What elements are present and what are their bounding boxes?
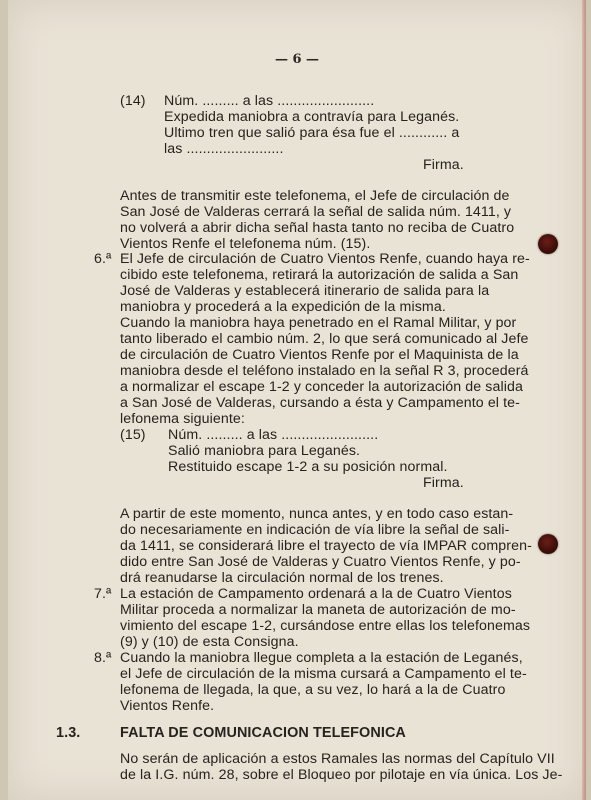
item-6-line: El Jefe de circulación de Cuatro Vientos Renfe, cuando haya re- bbox=[120, 251, 530, 267]
section-line: No serán de aplicación a estos Ramales las normas del Capítulo VII bbox=[120, 751, 555, 767]
paragraph-line: drá reanudarse la circulación normal de los trenes. bbox=[120, 570, 444, 586]
telefonema-14-line-3: Ultimo tren que salió para ésa fue el ............ a bbox=[164, 125, 460, 141]
telefonema-15-line-3: Restituido escape 1-2 a su posición normal. bbox=[168, 459, 448, 475]
item-6-line: a San José de Valderas, cursando a ésta y Campamento el te- bbox=[120, 395, 520, 411]
paragraph-line: da 1411, se considerará libre el trayecto de vía IMPAR compren- bbox=[120, 538, 532, 554]
item-8-label: 8.ª bbox=[94, 650, 112, 666]
telefonema-15-line-2: Salió maniobra para Leganés. bbox=[168, 443, 361, 459]
item-7-line: Militar proceda a normalizar la maneta de autorización de mo- bbox=[120, 602, 516, 618]
item-6-line: a normalizar el escape 1-2 y conceder la autorización de salida bbox=[120, 379, 523, 395]
paragraph-line: Antes de transmitir este telefonema, el Jefe de circulación de bbox=[120, 188, 510, 204]
telefonema-14-firma: Firma. bbox=[423, 157, 464, 173]
item-7-label: 7.ª bbox=[94, 586, 112, 602]
section-title: FALTA DE COMUNICACION TELEFONICA bbox=[120, 725, 406, 741]
telefonema-15-firma: Firma. bbox=[423, 475, 464, 491]
paragraph-line: Vientos Renfe el telefonema núm. (15). bbox=[120, 236, 371, 252]
item-8-line: Vientos Renfe. bbox=[120, 698, 215, 714]
page-number: — 6 — bbox=[274, 52, 320, 67]
telefonema-14-number: (14) bbox=[120, 93, 146, 109]
paragraph-line: no volverá a abrir dicha señal hasta tanto no reciba de Cuatro bbox=[120, 220, 515, 236]
telefonema-14-line-4: las ........................ bbox=[164, 141, 284, 157]
telefonema-15-number: (15) bbox=[120, 427, 146, 443]
section-number: 1.3. bbox=[56, 725, 81, 741]
item-6-line: José de Valderas y establecerá itinerario de salida para la bbox=[120, 283, 490, 299]
item-6-label: 6.ª bbox=[94, 251, 112, 267]
item-7-line: La estación de Campamento ordenará a la de Cuatro Vientos bbox=[120, 586, 512, 602]
item-8-line: Cuando la maniobra llegue completa a la estación de Leganés, bbox=[120, 650, 523, 666]
paragraph-line: do necesariamente en indicación de vía libre la señal de sali- bbox=[120, 522, 510, 538]
paragraph-line: San José de Valderas cerrará la señal de salida núm. 1411, y bbox=[120, 204, 512, 220]
item-8-line: el Jefe de circulación de la misma cursará a Campamento el te- bbox=[120, 666, 527, 682]
section-line: de la I.G. núm. 28, sobre el Bloqueo por pilotaje en vía única. Los Je- bbox=[120, 767, 563, 783]
telefonema-15-line-1: Núm. ......... a las ........................ bbox=[168, 427, 379, 443]
item-6-line: maniobra desde el teléfono instalado en la señal R 3, procederá bbox=[120, 363, 529, 379]
item-6-line: maniobra y procederá a la expedición de la misma. bbox=[120, 299, 446, 315]
document-page bbox=[8, 0, 586, 800]
paragraph-line: A partir de este momento, nunca antes, y en todo caso estan- bbox=[120, 506, 514, 522]
item-6-line: lefonema siguiente: bbox=[120, 411, 245, 427]
item-7-line: (9) y (10) de esta Consigna. bbox=[120, 634, 299, 650]
paragraph-line: dido entre San José de Valderas y Cuatro Vientos Renfe, y po- bbox=[120, 554, 521, 570]
item-6-line: Cuando la maniobra haya penetrado en el Ramal Militar, y por bbox=[120, 315, 517, 331]
item-6-line: de circulación de Cuatro Vientos Renfe por el Maquinista de la bbox=[120, 347, 519, 363]
item-7-line: vimiento del escape 1-2, cursándose entre ellas los telefonemas bbox=[120, 618, 531, 634]
item-6-line: tanto liberado el cambio núm. 2, lo que será comunicado al Jefe bbox=[120, 331, 529, 347]
item-6-line: cibido este telefonema, retirará la autorización de salida a San bbox=[120, 267, 519, 283]
item-8-line: lefonema de llegada, la que, a su vez, lo hará a la de Cuatro bbox=[120, 682, 506, 698]
binder-hole bbox=[538, 234, 558, 254]
telefonema-14-line-1: Núm. ......... a las ........................ bbox=[164, 93, 375, 109]
binder-hole bbox=[538, 534, 558, 554]
telefonema-14-line-2: Expedida maniobra a contravía para Leganés. bbox=[164, 109, 460, 125]
